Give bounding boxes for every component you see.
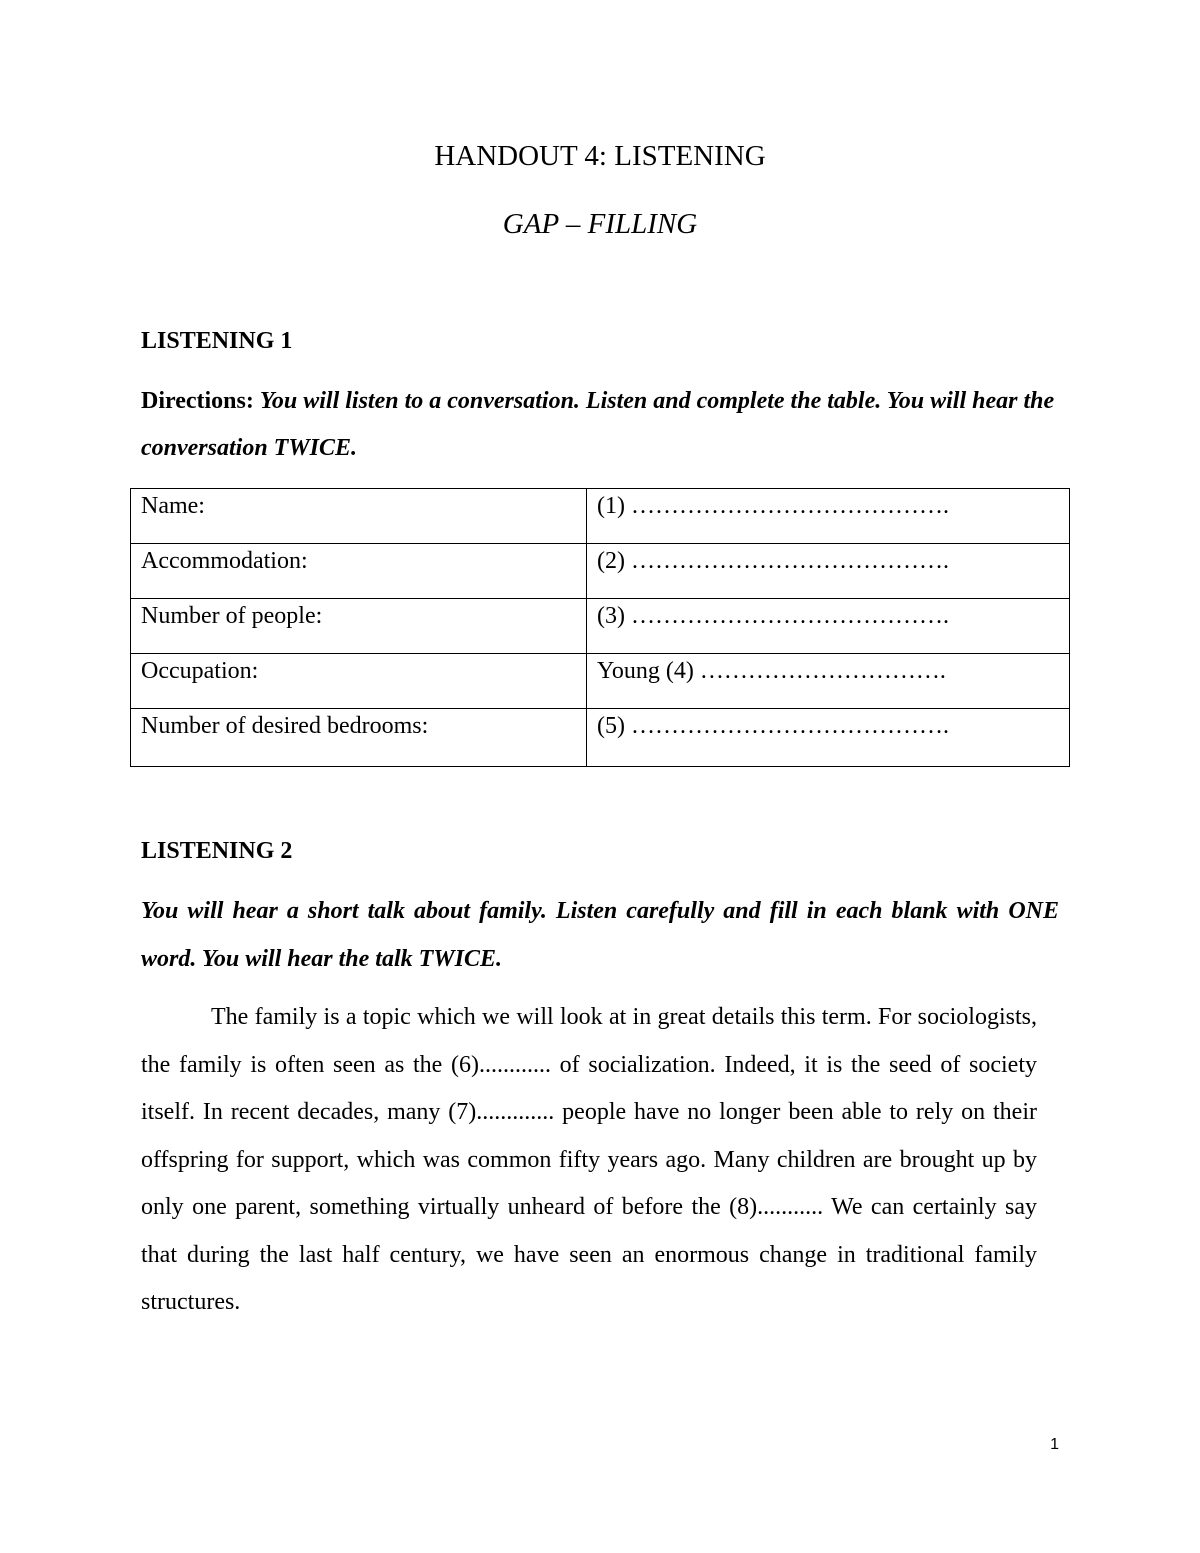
directions-text: You will listen to a conversation. Listen and complete the table. You will hear the conversation TWICE. — [141, 388, 1055, 461]
listening-2-instructions: You will hear a short talk about family. Listen carefully and fill in each blank with ONE word. You will hear the talk TWICE. — [141, 898, 1059, 972]
listening-1-table — [130, 488, 1070, 767]
section-heading-listening-2: LISTENING 2 — [141, 838, 293, 864]
table-cell-label: Occupation: — [131, 654, 587, 709]
directions-paragraph — [141, 378, 1061, 472]
page-number: 1 — [1050, 1436, 1059, 1453]
table-cell-blank: Young (4) …………………………. — [587, 654, 1070, 709]
table-cell-label: Name: — [131, 489, 587, 544]
table-row — [131, 599, 1070, 654]
table-row — [131, 489, 1070, 544]
table-row — [131, 709, 1070, 767]
table-cell-label: Number of people: — [131, 599, 587, 654]
page-title: HANDOUT 4: LISTENING — [434, 140, 766, 172]
directions-label: Directions: — [141, 388, 254, 414]
table-cell-blank: (2) …………………………………. — [587, 544, 1070, 599]
table-row — [131, 654, 1070, 709]
table-cell-blank: (1) …………………………………. — [587, 489, 1070, 544]
table-cell-label: Accommodation: — [131, 544, 587, 599]
table-row — [131, 544, 1070, 599]
table-cell-blank: (5) …………………………………. — [587, 709, 1070, 767]
table-cell-blank: (3) …………………………………. — [587, 599, 1070, 654]
listening-2-passage: The family is a topic which we will look at in great details this term. For sociologists, the family is often seen as the (6)............ of socialization. Indeed, it is the seed of society itself. In recent decades, many (7)............. people have no longer been able to rely on their offspring for support, which was common fifty years ago. Many children are brought up by only one parent, something virtually unheard of before the (8)........... We can certainly say that during the last half century, we have seen an enormous change in traditional family structures. — [141, 1004, 1037, 1315]
table-cell-label: Number of desired bedrooms: — [131, 709, 587, 767]
section-heading-listening-1: LISTENING 1 — [141, 328, 293, 354]
page-subtitle: GAP – FILLING — [502, 208, 698, 240]
